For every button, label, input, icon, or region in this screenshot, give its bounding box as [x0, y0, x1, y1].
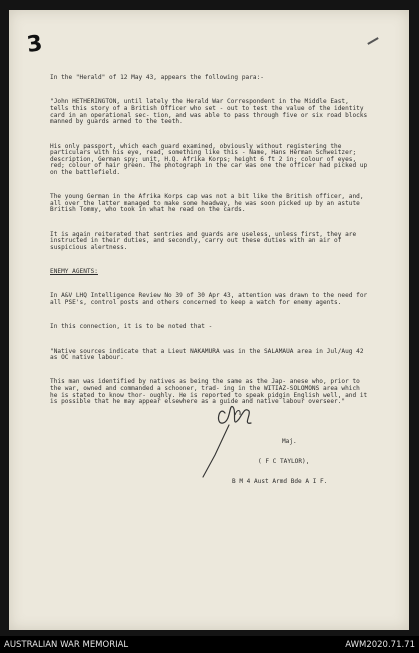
native-sources-paragraph: "Native sources indicate that a Lieut NAKAMURA was in the SALAMAUA area in Jul/Aug 42 as OC native labour.	[50, 347, 368, 362]
quote-paragraph-2: His only passport, which each guard examined, obviously without registering the particulars with his eye, read, something like this - Name, Hans Herman Schweitzer; description, German spy; unit, H.Q. Afrika Korps; height 6 ft 2 in; colour of eyes, red; colour of hair green. The photograph in the car was one the officer had picked up on the battlefield.	[50, 142, 371, 176]
signatory-name: ( F C TAYLOR),	[258, 457, 310, 465]
intro-paragraph: In the "Herald" of 12 May 43, appears the following para:-	[50, 74, 264, 82]
archive-footer	[0, 636, 419, 653]
signatory-rank: Maj.	[282, 437, 297, 445]
quote-paragraph-3: The young German in the Afrika Korps cap was not a bit like the British officer, and, all over the latter managed to make some headway, he was soon picked up by an astute British Tommy, who took in what he read on the cards.	[50, 193, 368, 214]
quote-paragraph-1: "John HETHERINGTON, until lately the Herald War Correspondent in the Middle East, tells this story of a British Officer who set - out to test the value of the identity card in an operational sec- tion, and was able to pass through five or six road blocks manned by guards armed to the teeth.	[50, 98, 371, 126]
page-number: 3	[25, 31, 44, 58]
pencil-mark	[367, 37, 378, 45]
section-heading: ENEMY AGENTS:	[50, 268, 98, 276]
signature-block	[210, 425, 370, 493]
identification-paragraph: This man was identified by natives as being the same as the Jap- anese who, prior to the war, owned and commanded a schooner, trad- ing in the WITIAZ-SOLOMONS area which he is stated to know thor- oughly. He is reported to speak pidgin English well, and it is possible that he may appear elsewhere as a guide and native labour overseer."	[50, 378, 371, 406]
reiteration-paragraph: It is again reiterated that sentries and guards are useless, unless first, they are instructed in their duties, and secondly, carry out these duties with an air of suspicious alertness.	[50, 230, 360, 251]
archive-reference: AWM2020.71.71	[345, 639, 415, 650]
document-body	[50, 62, 370, 417]
signatory-unit: B M 4 Aust Armd Bde A I F.	[232, 478, 328, 486]
connection-paragraph: In this connection, it is to be noted that -	[50, 323, 213, 331]
review-paragraph: In A&V LHQ Intelligence Review No 39 of 30 Apr 43, attention was drawn to the need for all PSE's, control posts and others concerned to keep a watch for enemy agents.	[50, 292, 371, 306]
archive-name: AUSTRALIAN WAR MEMORIAL	[4, 639, 129, 650]
